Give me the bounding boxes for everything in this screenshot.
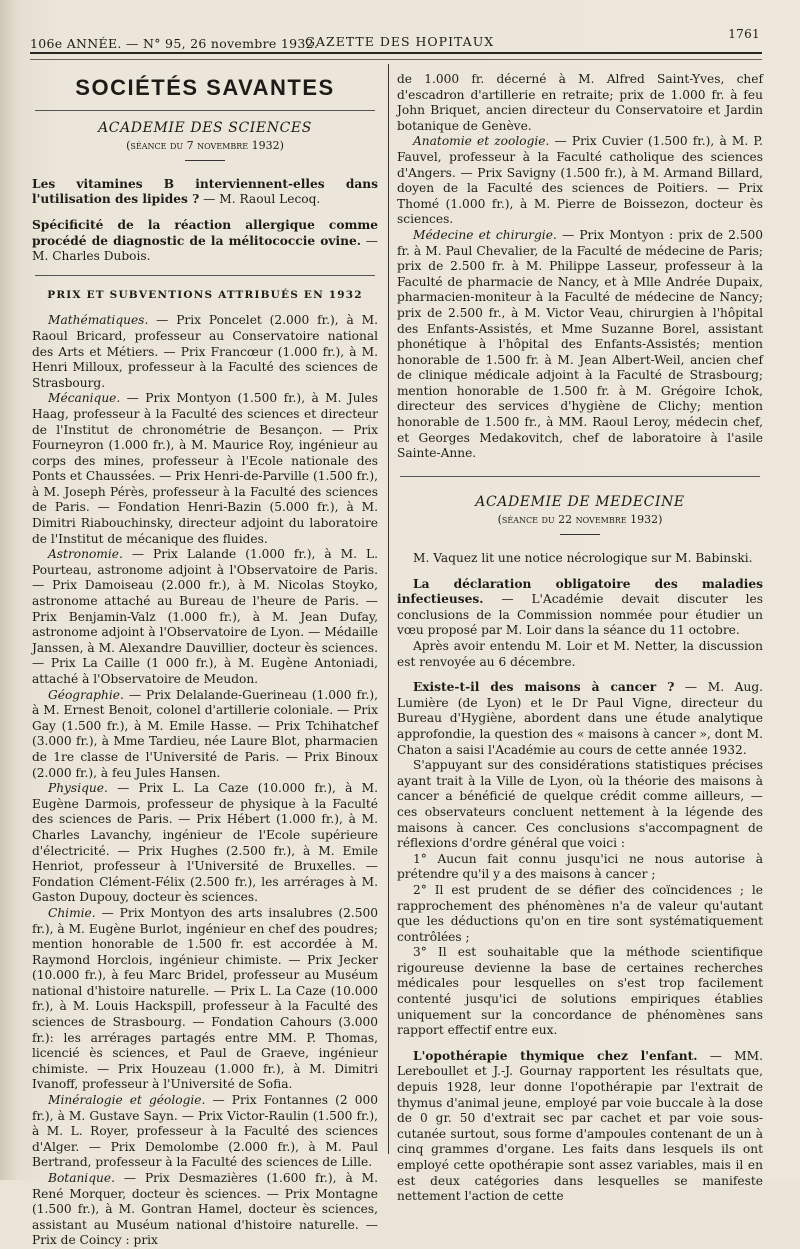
prize-paragraph	[397, 228, 763, 462]
prize-text: — Prix Poncelet (2.000 fr.), à M. Raoul Bricard, professeur au Conservatoire national des Arts et Métiers. — Prix Francœur (1.000 fr.), à M. Henri Milloux, professeur à la Faculté des sciences de Strasbourg.	[32, 313, 378, 390]
entry-title: Les vitamines B interviennent-elles dans l'utilisation des lipides ?	[32, 176, 378, 207]
conclusion-item: 2° Il est prudent de se défier des coïncidences ; le rapprochement des phénomènes n'a de valeur qu'autant que les déductions qu'on en tire sont systématiquement contrôlées ;	[397, 882, 763, 944]
prize-text: — Prix Fontannes (2 000 fr.), à M. Gustave Sayn. — Prix Victor-Raulin (1.500 fr.), à M. L. Royer, professeur à la Faculté des sciences d'Alger. — Prix Demolombe (2.000 fr.), à M. Paul Bertrand, professeur à la Faculté des sciences de Lille.	[32, 1093, 378, 1170]
discipline-label: Médecine et chirurgie.	[413, 227, 557, 242]
discipline-label: Chimie.	[48, 905, 96, 920]
conclusion-item: 3° Il est souhaitable que la méthode scientifique rigoureuse devienne la base de certaines recherches médicales pour lesquelles on s'est trop facilement contenté jusqu'ici de solutions empiriques établies uniquement sur la concordance de phénomènes sans rapport effectif entre eux.	[397, 945, 763, 1038]
section-rule	[400, 476, 760, 477]
session-date: (séance du 22 novembre 1932)	[497, 513, 663, 527]
column-divider	[388, 64, 389, 1154]
session-paragraph: S'appuyant sur des considérations statistiques précises ayant trait à la Ville de Lyon, où la théorie des maisons à cancer a bénéficié de quelque crédit comme ailleurs, — ces observateurs concluent nettement à la légende des maisons à cancer. Ces conclusions s'accompagnent de réflexions d'ordre général que voici :	[397, 758, 763, 851]
prize-paragraph	[32, 1093, 378, 1171]
prize-paragraph	[32, 1171, 378, 1249]
prize-paragraph	[32, 313, 378, 391]
discipline-label: Minéralogie et géologie.	[48, 1093, 206, 1108]
section-title: SOCIÉTÉS SAVANTES	[75, 75, 335, 100]
prize-paragraph: de 1.000 fr. décerné à M. Alfred Saint-Yves, chef d'escadron d'artillerie en retraite; prix de 1.000 fr. à feu John Briquet, ancien directeur du Conservatoire et Jardin botanique de Genève.	[397, 72, 763, 133]
academy-heading: ACADEMIE DE MEDECINE	[475, 493, 685, 510]
left-column	[32, 66, 378, 1249]
topic-text: — L'Académie devait discuter les conclusions de la Commission nommée pour étudier un vœu proposé par M. Loir dans la séance du 11 octobre.	[397, 592, 763, 638]
prize-text: — Prix Desmazières (1.600 fr.), à M. René Morquer, docteur ès sciences. — Prix Montagne (1.500 fr.), à M. Gontran Hamel, docteur ès sciences, assistant au Muséum national d'histoire naturelle. — Prix de Coincy : prix	[32, 1171, 378, 1248]
entry-title: Spécificité de la réaction allergique comme procédé de diagnostic de la mélitococcie ovine.	[32, 217, 378, 248]
header-rule-thin	[30, 59, 762, 60]
discipline-label: Mathématiques.	[48, 313, 149, 328]
discipline-label: Botanique.	[48, 1171, 115, 1185]
short-rule	[560, 534, 600, 535]
session-paragraph: M. Vaquez lit une notice nécrologique sur M. Babinski.	[413, 551, 753, 566]
session-paragraph	[397, 577, 763, 639]
topic-title: La déclaration obligatoire des maladies infectieuses.	[397, 576, 763, 607]
communication-entry	[32, 218, 378, 265]
short-rule	[185, 160, 225, 161]
session-paragraph	[397, 680, 763, 758]
prize-paragraph	[32, 906, 378, 1093]
topic-text: — M. Aug. Lumière (de Lyon) et le Dr Paul Vigne, directeur du Bureau d'Hygiène, abordent dans une étude analytique approfondie, la question des « maisons à cancer », dont M. Chaton a saisi l'Académie au cours de cette année 1932.	[397, 680, 763, 757]
prize-text: — Prix Montyon : prix de 2.500 fr. à M. Paul Chevalier, de la Faculté de médecine de Paris; prix de 2.500 fr. à M. Philippe Lasseur, professeur à la Faculté de pharmacie de Nancy, et à Mlle Andrée Dupaix, pharmacien-moniteur à la Faculté de médecine de Nancy; prix de 2.500 fr., à M. Victor Veau, chirurgien à l'hôpital des Enfants-Assistés, et Mme Suzanne Borel, assistant phonétique à l'hôpital des Enfants-Assistés; mention honorable de 1.500 fr. à M. Jean Albert-Weil, ancien chef de clinique médicale adjoint à la Faculté de Strasbourg; mention honorable de 1.500 fr. à M. Grégoire Ichok, directeur des services d'hygiène de Clichy; mention honorable de 1.500 fr., à MM. Raoul Leroy, médecin chef, et Georges Medakovitch, chef de laboratoire à l'asile Sainte-Anne.	[397, 227, 763, 461]
prize-paragraph	[32, 547, 378, 687]
discipline-label: Mécanique.	[48, 391, 121, 406]
section-rule	[35, 110, 375, 111]
prize-paragraph	[397, 134, 763, 228]
conclusion-item: 1° Aucun fait connu jusqu'ici ne nous autorise à prétendre qu'il y a des maisons à cancer ;	[397, 851, 763, 882]
discipline-label: Astronomie.	[48, 547, 123, 562]
prize-text: — Prix Lalande (1.000 fr.), à M. L. Pourteau, astronome adjoint à l'Observatoire de Paris. — Prix Damoiseau (2.000 fr.), à M. Nicolas Stoyko, astronome attaché au Bureau de l'heure de Paris. — Prix Benjamin-Valz (1.000 fr.), à M. Jean Dufay, astronome adjoint à l'Observatoire de Lyon. — Médaille Janssen, à M. Alexandre Dauvillier, docteur ès sciences. — Prix La Caille (1 000 fr.), à M. Eugène Antoniadi, attaché à l'Observatoire de Meudon.	[32, 547, 378, 686]
page-number: 1761	[728, 27, 760, 41]
prize-paragraph	[32, 688, 378, 782]
prize-text: — Prix Cuvier (1.500 fr.), à M. P. Fauvel, professeur à la Faculté catholique des sciences d'Angers. — Prix Savigny (1.500 fr.), à M. Armand Billard, doyen de la Faculté des sciences de Poitiers. — Prix Thomé (1.000 fr.), à M. Pierre de Boissezon, docteur ès sciences.	[397, 134, 764, 227]
entry-author: — M. Raoul Lecoq.	[199, 192, 321, 207]
prize-paragraph	[32, 391, 378, 547]
discipline-label: Anatomie et zoologie.	[413, 134, 550, 149]
session-date: (séance du 7 novembre 1932)	[126, 139, 284, 153]
academy-heading: ACADEMIE DES SCIENCES	[98, 119, 312, 136]
issue-line: 106e ANNÉE. — N° 95, 26 novembre 1932.	[30, 36, 319, 51]
topic-text: — MM. Lereboullet et J.-J. Gournay rapportent les résultats que, depuis 1928, leur donne l'opothérapie par l'extrait de thymus d'animal jeune, employé par voie buccale à la dose de 0 gr. 50 d'extrait sec par cachet et par voie sous-cutanée surtout, sous forme d'ampoules contenant de un à cinq grammes d'organe. Les faits dans lesquels ils ont employé cette opothérapie sont assez variables, mais il en est deux catégories dans lesquelles se manifeste nettement l'action de cette	[397, 1048, 763, 1204]
running-header	[30, 22, 760, 51]
session-paragraph	[397, 1049, 763, 1205]
journal-title: GAZETTE DES HOPITAUX	[305, 34, 495, 49]
discipline-label: Géographie.	[48, 687, 124, 702]
prize-text: — Prix Montyon des arts insalubres (2.500 fr.), à M. Eugène Burlot, ingénieur en chef des poudres; mention honorable de 1.500 fr. est accordée à M. Raymond Horclois, ingénieur chimiste. — Prix Jecker (10.000 fr.), à feu Marc Bridel, professeur au Muséum national d'histoire naturelle. — Prix L. La Caze (10.000 fr.), à M. Louis Hackspill, professeur à la Faculté des sciences de Strasbourg. — Fondation Cahours (3.000 fr.): les arrérages partagés entre MM. P. Thomas, licencié ès sciences, et Paul de Graeve, ingénieur chimiste. — Prix Houzeau (1.000 fr.), à M. Dimitri Ivanoff, professeur à l'Université de Sofia.	[32, 905, 378, 1092]
section-rule	[35, 275, 375, 276]
prizes-heading: PRIX ET SUBVENTIONS ATTRIBUÉS EN 1932	[47, 288, 363, 301]
prize-text: — Prix L. La Caze (10.000 fr.), à M. Eugène Darmois, professeur de physique à la Faculté des sciences de Paris. — Prix Hébert (1.000 fr.), à M. Charles Lavanchy, ingénieur de l'Ecole supérieure d'électricité. — Prix Hughes (2.500 fr.), à M. Emile Henriot, professeur à l'Université de Bruxelles. — Fondation Clément-Félix (2.500 fr.), les arrérages à M. Gaston Dupouy, docteur ès sciences.	[32, 781, 378, 905]
session-paragraph: Après avoir entendu M. Loir et M. Netter, la discussion est renvoyée au 6 décembre.	[397, 639, 763, 669]
prize-text: — Prix Delalande-Guerineau (1.000 fr.), à M. Ernest Benoit, colonel d'artillerie coloniale. — Prix Gay (1.500 fr.), à M. Emile Hasse. — Prix Tchihatchef (3.000 fr.), à Mme Tardieu, née Laure Blot, pharmacien de 1re classe de l'Université de Paris. — Prix Binoux (2.000 fr.), à feu Jules Hansen.	[32, 687, 378, 780]
topic-title: Existe-t-il des maisons à cancer ?	[413, 680, 675, 695]
communication-entry	[32, 177, 378, 208]
prize-text: — Prix Montyon (1.500 fr.), à M. Jules Haag, professeur à la Faculté des sciences et directeur de l'Institut de chronométrie de Besançon. — Prix Fourneyron (1.000 fr.), à M. Maurice Roy, ingénieur au corps des mines, professeur à l'Ecole nationale des Ponts et Chaussées. — Prix Henri-de-Parville (1.500 fr.), à M. Joseph Pérès, professeur à la Faculté des sciences de Paris. — Fondation Henri-Bazin (5.000 fr.), à M. Dimitri Riabouchinsky, directeur adjoint du laboratoire de l'Institut de mécanique des fluides.	[32, 391, 378, 546]
prize-paragraph	[32, 781, 378, 906]
discipline-label: Physique.	[48, 781, 108, 796]
right-column	[397, 72, 763, 1205]
entry-author: — M. Charles Dubois.	[32, 233, 378, 264]
header-rule	[30, 52, 762, 54]
topic-title: L'opothérapie thymique chez l'enfant.	[413, 1048, 698, 1063]
